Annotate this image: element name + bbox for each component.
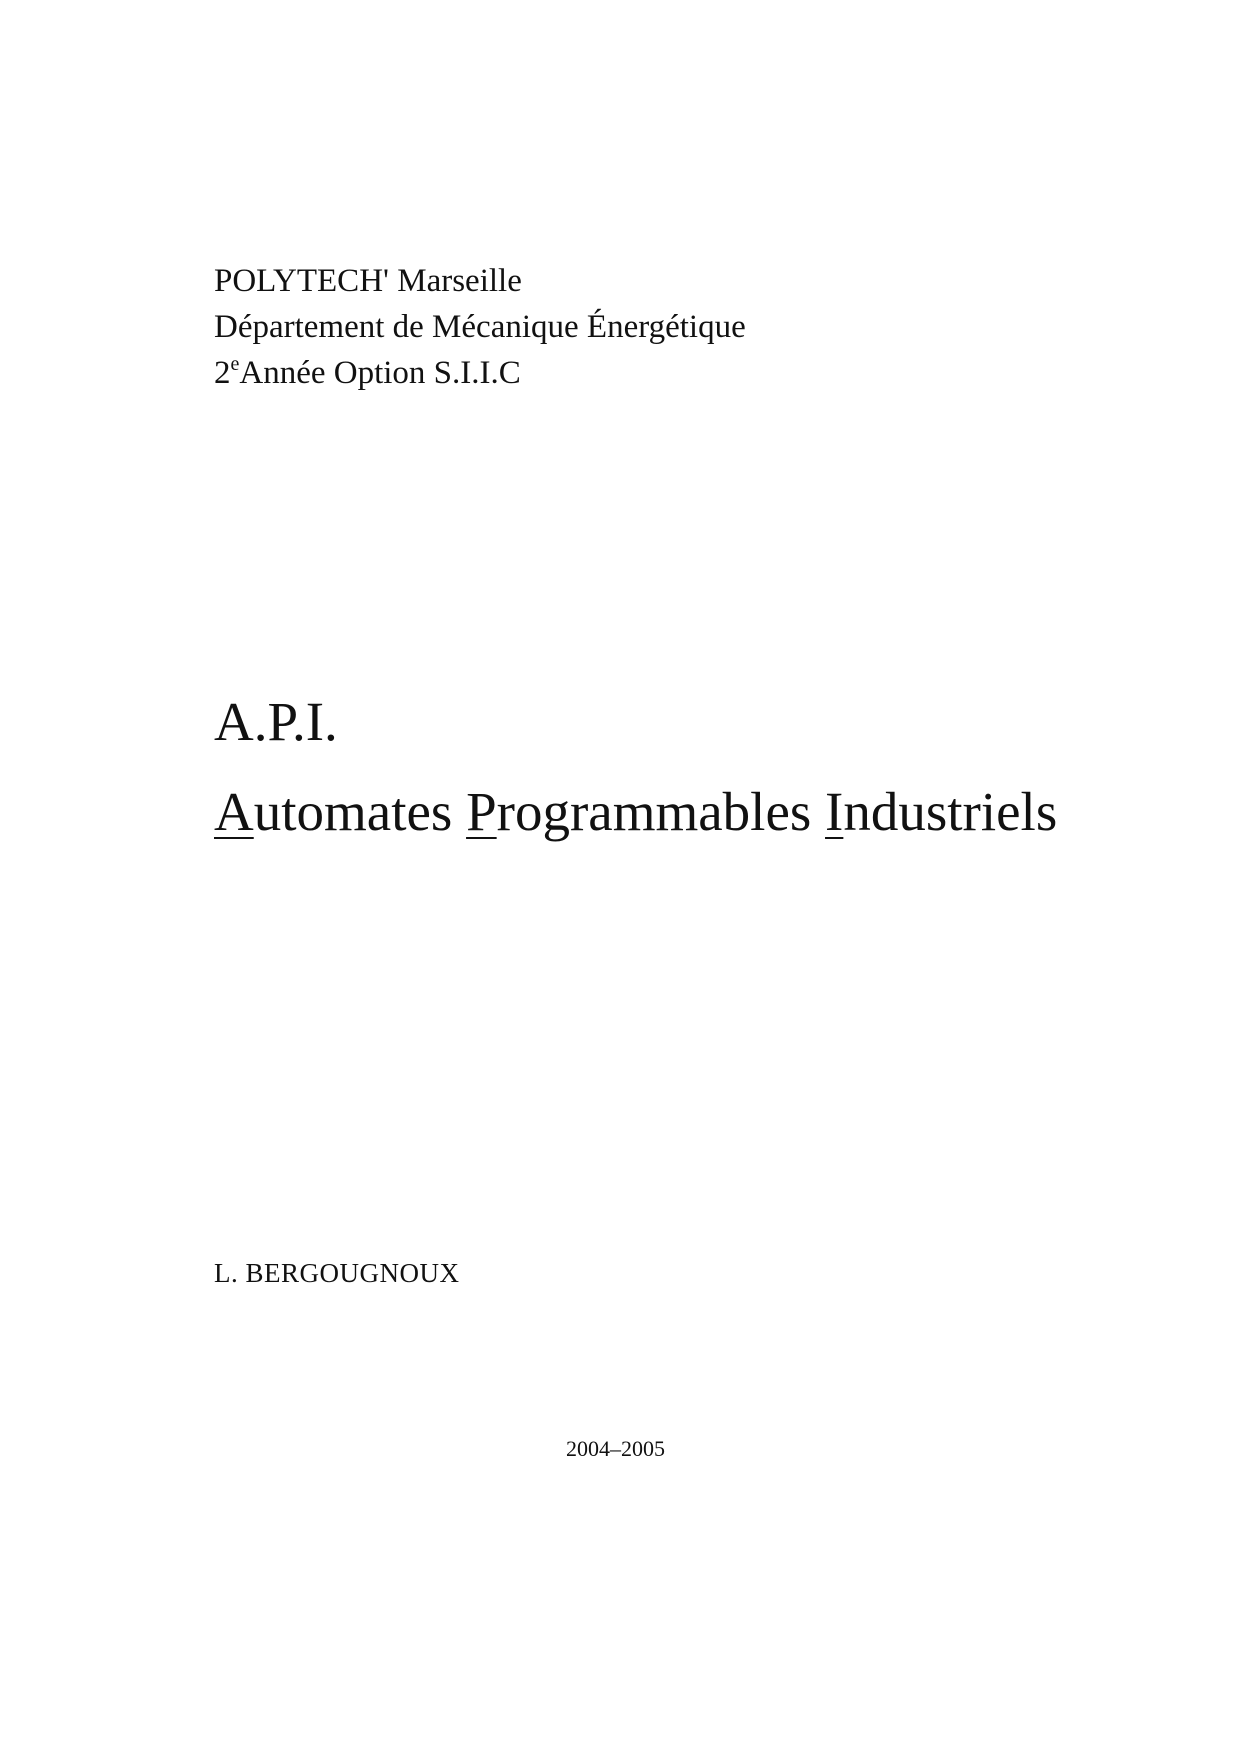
document-title-acronym: A.P.I. [214,691,338,752]
title-word-rest: ndustriels [843,781,1058,842]
title-word-initial: I [825,781,844,842]
year-number: 2 [214,355,231,391]
title-word-rest: rogrammables [496,781,812,842]
option-label: Année Option S.I.I.C [239,355,521,391]
academic-year: 2004–2005 [566,1436,665,1461]
document-title-full [214,780,1057,844]
institution-name: POLYTECH' Marseille [214,263,522,299]
author-name: L. BERGOUGNOUX [214,1258,460,1288]
course-year-option [214,350,1014,400]
year-suffix: e [230,353,240,375]
department-name: Département de Mécanique Énergétique [214,309,746,345]
title-word-initial: A [214,781,254,842]
title-word-initial: P [466,781,497,842]
title-word-rest: utomates [253,781,453,842]
header-block [214,258,1014,400]
